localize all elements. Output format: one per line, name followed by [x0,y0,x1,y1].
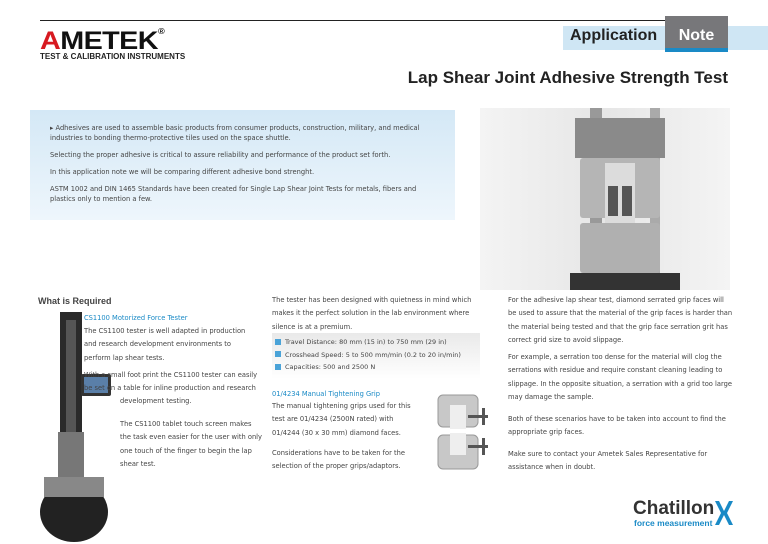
intro-box [30,110,455,220]
header-rule [40,20,728,21]
chatillon-logo: Chatillon [633,498,715,519]
spec-item: Capacities: 500 and 2500 N [275,361,480,374]
touchscreen-paragraph: The CS1100 tablet touch screen makes the task even easier for the user with only one touch of the finger to begin the lap shear test. [120,420,262,468]
intro-paragraph: In this application note we will be comparing different adhesive bond strenght. [50,168,315,176]
considerations-paragraph: Considerations have to be taken for the selection of the proper grips/adaptors. [272,449,405,471]
quietness-paragraph: The tester has been designed with quietness in mind which makes it the perfect solution in the lab environment where silence is at a premium. [272,296,472,331]
col3-paragraph: Make sure to contact your Ametek Sales Representative for assistance when in doubt. [508,450,708,472]
badge-application: Application [570,27,658,44]
what-is-required-heading: What is Required [38,296,112,306]
bullet-icon [275,364,281,370]
cs1100-paragraph: The CS1100 tester is well adapted in production and research development environments to perform lap shear tests. [84,327,246,362]
footprint-paragraph-end: development testing. [120,397,192,405]
tagline: TEST & CALIBRATION INSTRUMENTS [40,52,186,61]
badge-note: Note [665,16,728,52]
tester-closeup-photo [480,108,730,290]
spec-item: Crosshead Speed: 5 to 500 mm/min (0.2 to 20 in/min) [275,349,480,362]
cs1100-product-title: CS1100 Motorized Force Tester [84,314,188,322]
bullet-icon [275,351,281,357]
footprint-paragraph: With a small foot print the CS1100 tester can easily be set on a table for inline production and research [84,371,258,393]
manual-grip-image [428,393,490,473]
spec-item: Travel Distance: 80 mm (15 in) to 750 mm (29 in) [275,336,480,349]
col3-paragraph: For the adhesive lap shear test, diamond serrated grip faces will be used to assure that the material of the grip faces is harder than the material being tested and that the grip face serration grit has correct grid size to avoid slippage. [508,296,733,344]
specs-box [272,333,480,379]
intro-paragraph: ASTM 1002 and DIN 1465 Standards have been created for Single Lap Shear Joint Tests for metals, fibers and plastics only to mention a few. [50,185,417,203]
ametek-logo: AMETEK® [40,27,165,55]
chatillon-mark-icon [714,499,734,527]
chatillon-tagline: force measurement [634,518,713,528]
col3-paragraph: Both of these scenarios have to be taken into account to find the appropriate grip faces. [508,415,726,437]
intro-paragraph: ▸ Adhesives are used to assemble basic products from consumer products, construction, military, and medical industries to bonding thermo-protective tiles used on the space shuttle. [50,124,420,142]
bullet-icon [275,339,281,345]
grip-fixture-image [480,108,730,290]
intro-paragraph: Selecting the proper adhesive is critical to assure reliability and performance of the product set forth. [50,151,391,159]
col3-paragraph: For example, a serration too dense for the material will clog the serrations with residue and require constant cleaning leading to slippage. In the opposite situation, a serration with a grid too large may damage the sample. [508,353,732,401]
page-title: Lap Shear Joint Adhesive Strength Test [407,68,728,87]
grip-paragraph: The manual tightening grips used for this test are 01/4234 (2500N rated) with 01/4244 (30 x 30 mm) diamond faces. [272,402,411,437]
grip-title: 01/4234 Manual Tightening Grip [272,390,381,398]
